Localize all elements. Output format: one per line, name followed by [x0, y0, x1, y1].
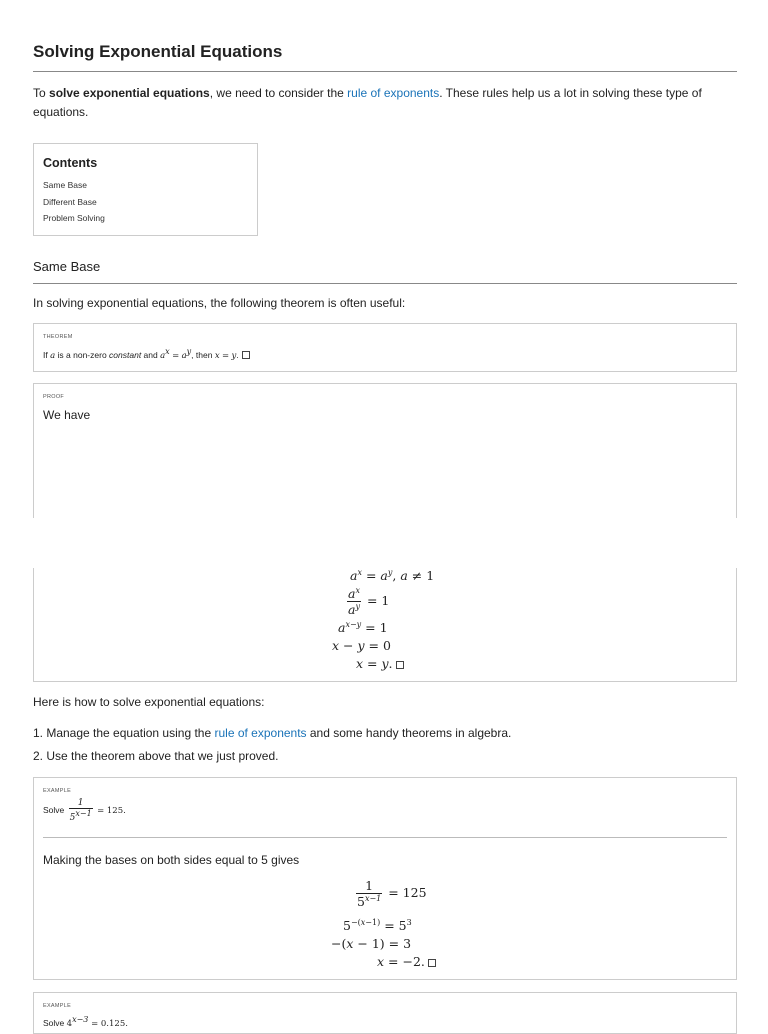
theorem-mid1: is a non-zero [55, 349, 110, 360]
theorem-label: THEOREM [43, 334, 73, 340]
proof-label: PROOF [43, 394, 65, 400]
theorem-mid2: and [141, 349, 161, 360]
step1-post: and some handy theorems in algebra. [306, 726, 512, 740]
toc-heading: Contents [43, 156, 98, 170]
theorem-pre: If [43, 349, 51, 360]
proof-eq-5: x = y. [356, 656, 404, 671]
page-gap [0, 518, 768, 568]
intro-bold: solve exponential equations [49, 86, 210, 100]
howto-step-2: 2. Use the theorem above that we just proved. [33, 749, 279, 763]
proof-eq-4: x − y = 0 [332, 638, 391, 653]
example1-eq-2: $5^{-(x-1)} = 5^3$ [343, 918, 412, 934]
intro-paragraph [33, 84, 737, 122]
example-box-1 [33, 777, 737, 980]
proof-eq-2: $\frac{a^x}{a^y}$ = 1 [348, 586, 390, 618]
rule-of-exponents-link[interactable]: rule of exponents [347, 86, 440, 100]
intro-pre: To [33, 86, 50, 100]
example1-divider [43, 837, 727, 838]
theorem-statement: If a is a non-zero constant and $a^x = a^y$, then x = y. [43, 347, 250, 361]
qed-icon [396, 661, 404, 669]
step1-pre: 1. Manage the equation using the [33, 726, 215, 740]
proof-text: We have [43, 408, 91, 422]
qed-icon [428, 959, 436, 967]
example1-problem: Solve $\frac{1}{5^{x-1}}$ = 125. [43, 798, 126, 823]
qed-icon [242, 351, 250, 359]
title-divider [33, 71, 737, 72]
howto-step-1 [33, 726, 511, 740]
theorem-constant: constant [109, 349, 142, 360]
example1-eq-1: $\frac{1}{5^{x-1}}$ = 125 [357, 878, 427, 910]
rule-of-exponents-link-2[interactable]: rule of exponents [214, 726, 307, 740]
example2-problem: Solve $4^{x-3} = 0.125$. [43, 1015, 128, 1029]
example-box-2 [33, 992, 737, 1034]
example1-eq-4: x = −2. [377, 954, 436, 969]
toc-item-problem-solving[interactable]: Problem Solving [43, 213, 105, 223]
example2-solve: Solve [43, 1017, 65, 1028]
theorem-mid3: , then [191, 349, 215, 360]
example1-explanation: Making the bases on both sides equal to 5 gives [43, 853, 300, 867]
example2-label: EXAMPLE [43, 1003, 72, 1009]
example1-label: EXAMPLE [43, 788, 72, 794]
page-title: Solving Exponential Equations [33, 42, 283, 61]
proof-eq-1: $a^x = a^y$, a ≠ 1 [350, 568, 435, 584]
section-lead: In solving exponential equations, the following theorem is often useful: [33, 296, 406, 310]
toc-item-different-base[interactable]: Different Base [43, 197, 97, 207]
proof-eq-3: $a^{x-y} = 1$ [338, 620, 388, 636]
section-divider [33, 283, 737, 284]
example1-eq-3: −(x − 1) = 3 [331, 936, 412, 951]
theorem-box [33, 323, 737, 372]
section-heading: Same Base [33, 259, 101, 274]
intro-mid: , we need to consider the [209, 86, 348, 100]
example1-solve: Solve [43, 804, 65, 815]
intro-post: . These rules help us a lot in solving these type of equations. [33, 86, 702, 119]
toc-item-same-base[interactable]: Same Base [43, 180, 87, 190]
table-of-contents [33, 143, 258, 236]
howto-lead: Here is how to solve exponential equations: [33, 695, 265, 709]
